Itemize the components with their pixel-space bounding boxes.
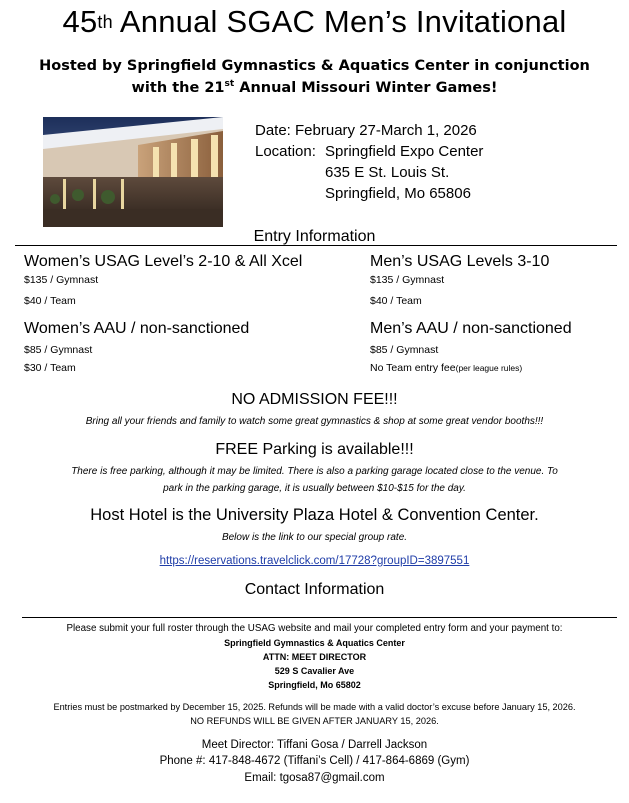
womens-aau-title: Women’s AAU / non-sanctioned (24, 320, 250, 337)
event-location-label: Location: (255, 143, 316, 160)
womens-usag-team: $40 / Team (24, 295, 76, 307)
hotel-reservation-link[interactable]: https://reservations.travelclick.com/17728?groupID=3897551 (159, 555, 470, 567)
mens-aau-team: No Team entry fee(per league rules) (370, 362, 523, 374)
admission-text: Bring all your friends and family to watch some great gymnastics & shop at some great vendor booths!!! (85, 416, 544, 427)
mens-aau-title: Men’s AAU / non-sanctioned (370, 320, 572, 337)
no-refund-note: NO REFUNDS WILL BE GIVEN AFTER JANUARY 15, 2026. (190, 716, 439, 726)
admission-heading: NO ADMISSION FEE!!! (231, 391, 398, 408)
contact-street: 529 S Cavalier Ave (274, 666, 355, 676)
postmark-note: Entries must be postmarked by December 15, 2025. Refunds will be made with a valid doctor’s excuse before January 15, 2026. (53, 702, 576, 712)
womens-usag-gymnast: $135 / Gymnast (24, 274, 99, 286)
entry-divider (15, 245, 617, 246)
mens-usag-team: $40 / Team (370, 295, 422, 307)
mens-aau-team-note: (per league rules) (455, 363, 523, 373)
hosted-line-2: with the 21st Annual Missouri Winter Games! (131, 79, 498, 96)
event-address-1: 635 E St. Louis St. (325, 164, 450, 181)
hotel-link-row (0, 551, 629, 569)
contact-phone: Phone #: 417-848-4672 (Tiffani’s Cell) / 417-864-6869 (Gym) (159, 755, 470, 767)
contact-city: Springfield, Mo 65802 (268, 680, 361, 690)
event-address-2: Springfield, Mo 65806 (325, 185, 471, 202)
contact-instructions: Please submit your full roster through the USAG website and mail your completed entry form and your payment to: (66, 623, 563, 634)
womens-aau-team: $30 / Team (24, 362, 76, 374)
contact-org: Springfield Gymnastics & Aquatics Center (224, 638, 405, 648)
mens-aau-gymnast: $85 / Gymnast (370, 344, 439, 356)
hotel-heading: Host Hotel is the University Plaza Hotel & Convention Center. (90, 506, 539, 524)
parking-line-1: There is free parking, although it may be limited. There is also a parking garage located close to the venue. To (71, 466, 558, 477)
entry-heading: Entry Information (253, 228, 376, 245)
mens-usag-gymnast: $135 / Gymnast (370, 274, 445, 286)
hosted-line-1: Hosted by Springfield Gymnastics & Aquatics Center in conjunction (39, 58, 590, 74)
contact-attn: ATTN: MEET DIRECTOR (262, 652, 367, 662)
hosted-by (0, 55, 629, 99)
event-date: Date: February 27-March 1, 2026 (255, 122, 477, 139)
contact-email: Email: tgosa87@gmail.com (244, 772, 385, 784)
parking-line-2: park in the parking garage, it is usually between $10-$15 for the day. (163, 483, 466, 494)
womens-aau-gymnast: $85 / Gymnast (24, 344, 93, 356)
parking-heading: FREE Parking is available!!! (215, 441, 414, 458)
hotel-subtext: Below is the link to our special group rate. (221, 532, 408, 543)
womens-usag-title: Women’s USAG Level’s 2-10 & All Xcel (24, 253, 303, 270)
contact-heading: Contact Information (244, 581, 385, 598)
contact-divider (22, 617, 617, 618)
meet-director: Meet Director: Tiffani Gosa / Darrell Jackson (201, 739, 428, 751)
mens-usag-title: Men’s USAG Levels 3-10 (370, 253, 550, 270)
event-location-name: Springfield Expo Center (325, 143, 484, 160)
page-title: 45th Annual SGAC Men’s Invitational (62, 4, 567, 39)
venue-photo (43, 117, 223, 227)
